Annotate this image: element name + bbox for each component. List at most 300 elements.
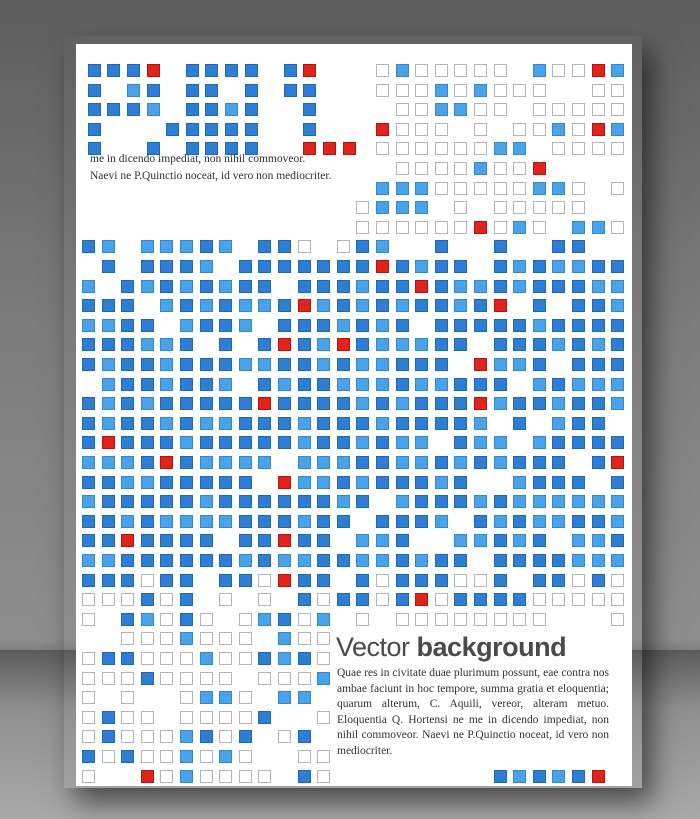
mosaic-tile	[317, 299, 330, 312]
mosaic-tile	[494, 240, 507, 253]
mosaic-tile	[239, 495, 252, 508]
mosaic-tile	[141, 476, 154, 489]
mosaic-tile	[592, 378, 605, 391]
mosaic-tile	[317, 476, 330, 489]
mosaic-tile	[317, 750, 330, 763]
mosaic-tile	[454, 162, 467, 175]
mosaic-tile	[454, 319, 467, 332]
mosaic-tile	[611, 436, 624, 449]
mosaic-tile	[611, 260, 624, 273]
mosaic-tile	[298, 554, 311, 567]
mosaic-tile	[454, 338, 467, 351]
mosaic-tile	[258, 338, 271, 351]
mosaic-tile	[415, 515, 428, 528]
mosaic-tile	[533, 436, 546, 449]
mosaic-tile	[121, 613, 134, 626]
mosaic-tile	[454, 299, 467, 312]
mosaic-tile	[396, 476, 409, 489]
mosaic-tile	[611, 456, 624, 469]
mosaic-tile	[258, 299, 271, 312]
mosaic-tile	[415, 182, 428, 195]
mosaic-tile	[160, 358, 173, 371]
mosaic-tile	[494, 613, 507, 626]
mosaic-tile	[435, 162, 448, 175]
mosaic-tile	[102, 417, 115, 430]
mosaic-tile	[141, 554, 154, 567]
mosaic-tile	[611, 103, 624, 116]
mosaic-tile	[435, 240, 448, 253]
mosaic-tile	[435, 358, 448, 371]
mosaic-tile	[102, 593, 115, 606]
mosaic-tile	[200, 397, 213, 410]
mosaic-tile	[533, 201, 546, 214]
mosaic-tile	[533, 221, 546, 234]
mosaic-tile	[219, 476, 232, 489]
mosaic-tile	[552, 593, 565, 606]
headline-text	[90, 151, 380, 185]
mosaic-tile	[102, 750, 115, 763]
mosaic-tile	[298, 358, 311, 371]
mosaic-tile	[396, 260, 409, 273]
mosaic-tile	[494, 554, 507, 567]
mosaic-tile	[121, 534, 134, 547]
mosaic-tile	[396, 456, 409, 469]
mosaic-tile	[88, 64, 101, 77]
mosaic-tile	[317, 534, 330, 547]
mosaic-tile	[513, 534, 526, 547]
mosaic-tile	[435, 338, 448, 351]
mosaic-tile	[239, 319, 252, 332]
mosaic-tile	[200, 319, 213, 332]
mosaic-tile	[298, 515, 311, 528]
mosaic-tile	[258, 495, 271, 508]
mosaic-tile	[415, 162, 428, 175]
mosaic-tile	[396, 436, 409, 449]
mosaic-tile	[572, 64, 585, 77]
mosaic-tile	[611, 495, 624, 508]
mosaic-tile	[200, 260, 213, 273]
mosaic-tile	[219, 397, 232, 410]
mosaic-tile	[141, 280, 154, 293]
mosaic-tile	[337, 554, 350, 567]
mosaic-tile	[180, 495, 193, 508]
mosaic-tile	[278, 397, 291, 410]
mosaic-tile	[239, 260, 252, 273]
mosaic-tile	[160, 554, 173, 567]
mosaic-tile	[239, 436, 252, 449]
mosaic-tile	[82, 534, 95, 547]
mosaic-tile	[474, 436, 487, 449]
mosaic-tile	[317, 456, 330, 469]
headline-line-2: Naevi ne P.Quinctio noceat, id vero non mediocriter.	[90, 170, 332, 182]
mosaic-tile	[141, 515, 154, 528]
mosaic-tile	[572, 240, 585, 253]
mosaic-tile	[474, 534, 487, 547]
mosaic-tile	[592, 103, 605, 116]
mosaic-tile	[494, 515, 507, 528]
mosaic-tile	[337, 476, 350, 489]
mosaic-tile	[200, 652, 213, 665]
mosaic-tile	[219, 299, 232, 312]
mosaic-tile	[180, 593, 193, 606]
mosaic-tile	[376, 64, 389, 77]
mosaic-tile	[513, 554, 526, 567]
mosaic-tile	[107, 64, 120, 77]
mosaic-tile	[337, 593, 350, 606]
mosaic-tile	[572, 378, 585, 391]
mosaic-tile	[396, 378, 409, 391]
mosaic-tile	[317, 711, 330, 724]
mosaic-tile	[435, 299, 448, 312]
mosaic-tile	[317, 554, 330, 567]
mosaic-tile	[356, 456, 369, 469]
mosaic-tile	[298, 240, 311, 253]
mosaic-tile	[180, 632, 193, 645]
mosaic-tile	[513, 476, 526, 489]
mosaic-tile	[278, 436, 291, 449]
mosaic-tile	[219, 378, 232, 391]
mosaic-tile	[102, 476, 115, 489]
mosaic-tile	[592, 495, 605, 508]
mosaic-tile	[258, 240, 271, 253]
mosaic-tile	[258, 515, 271, 528]
mosaic-tile	[141, 319, 154, 332]
mosaic-tile	[474, 280, 487, 293]
mosaic-tile	[533, 593, 546, 606]
mosaic-tile	[121, 417, 134, 430]
mosaic-tile	[474, 162, 487, 175]
mosaic-tile	[533, 476, 546, 489]
mosaic-tile	[219, 515, 232, 528]
mosaic-tile	[200, 770, 213, 783]
mosaic-tile	[415, 201, 428, 214]
mosaic-tile	[186, 64, 199, 77]
mosaic-tile	[219, 711, 232, 724]
mosaic-tile	[435, 64, 448, 77]
mosaic-tile	[180, 476, 193, 489]
mosaic-tile	[278, 730, 291, 743]
mosaic-tile	[611, 515, 624, 528]
mosaic-tile	[219, 750, 232, 763]
mosaic-tile	[396, 142, 409, 155]
mosaic-tile	[356, 221, 369, 234]
mosaic-tile	[180, 358, 193, 371]
mosaic-tile	[396, 613, 409, 626]
mosaic-tile	[415, 593, 428, 606]
mosaic-tile	[513, 358, 526, 371]
mosaic-tile	[298, 574, 311, 587]
mosaic-tile	[200, 358, 213, 371]
mosaic-tile	[572, 593, 585, 606]
mosaic-tile	[494, 456, 507, 469]
mosaic-tile	[533, 64, 546, 77]
mosaic-tile	[396, 554, 409, 567]
mosaic-tile	[317, 652, 330, 665]
mosaic-tile	[298, 770, 311, 783]
mosaic-tile	[592, 280, 605, 293]
mosaic-tile	[180, 378, 193, 391]
mosaic-tile	[121, 397, 134, 410]
mosaic-tile	[239, 652, 252, 665]
mosaic-tile	[376, 534, 389, 547]
mosaic-tile	[219, 456, 232, 469]
mosaic-tile	[611, 299, 624, 312]
mosaic-tile	[219, 280, 232, 293]
mosaic-tile	[376, 456, 389, 469]
mosaic-tile	[356, 495, 369, 508]
mosaic-tile	[454, 260, 467, 273]
mosaic-tile	[415, 64, 428, 77]
mosaic-tile	[572, 103, 585, 116]
mosaic-tile	[435, 397, 448, 410]
mosaic-tile	[376, 319, 389, 332]
mosaic-tile	[494, 84, 507, 97]
mosaic-tile	[611, 358, 624, 371]
mosaic-tile	[494, 574, 507, 587]
mosaic-tile	[147, 64, 160, 77]
mosaic-tile	[592, 260, 605, 273]
mosaic-tile	[160, 672, 173, 685]
mosaic-tile	[239, 397, 252, 410]
mosaic-tile	[454, 84, 467, 97]
mosaic-tile	[200, 672, 213, 685]
mosaic-tile	[611, 397, 624, 410]
mosaic-tile	[533, 123, 546, 136]
mosaic-tile	[415, 476, 428, 489]
mosaic-tile	[245, 64, 258, 77]
mosaic-tile	[298, 338, 311, 351]
mosaic-tile	[141, 711, 154, 724]
mosaic-tile	[552, 201, 565, 214]
mosaic-tile	[572, 338, 585, 351]
mosaic-tile	[572, 280, 585, 293]
mosaic-tile	[180, 574, 193, 587]
mosaic-tile	[180, 554, 193, 567]
mosaic-tile	[415, 456, 428, 469]
mosaic-tile	[141, 730, 154, 743]
mosaic-tile	[88, 84, 101, 97]
mosaic-tile	[415, 299, 428, 312]
mosaic-tile	[435, 574, 448, 587]
mosaic-tile	[180, 711, 193, 724]
mosaic-tile	[533, 319, 546, 332]
mosaic-tile	[533, 162, 546, 175]
mosaic-tile	[592, 417, 605, 430]
mosaic-tile	[147, 84, 160, 97]
mosaic-tile	[356, 240, 369, 253]
mosaic-tile	[121, 280, 134, 293]
mosaic-tile	[552, 495, 565, 508]
mosaic-tile	[298, 613, 311, 626]
mosaic-tile	[415, 358, 428, 371]
mosaic-tile	[160, 260, 173, 273]
mosaic-tile	[121, 554, 134, 567]
mosaic-tile	[180, 672, 193, 685]
mosaic-tile	[141, 613, 154, 626]
mosaic-tile	[376, 201, 389, 214]
title-light: Vector	[336, 632, 417, 662]
mosaic-tile	[337, 319, 350, 332]
mosaic-tile	[474, 142, 487, 155]
mosaic-tile	[298, 319, 311, 332]
mosaic-tile	[592, 534, 605, 547]
mosaic-tile	[200, 730, 213, 743]
mosaic-tile	[180, 240, 193, 253]
mosaic-tile	[337, 397, 350, 410]
mosaic-tile	[121, 338, 134, 351]
mosaic-tile	[474, 299, 487, 312]
mosaic-tile	[356, 593, 369, 606]
mosaic-tile	[200, 554, 213, 567]
mosaic-tile	[141, 574, 154, 587]
mosaic-tile	[160, 652, 173, 665]
mosaic-tile	[552, 456, 565, 469]
mosaic-tile	[611, 142, 624, 155]
mosaic-tile	[552, 770, 565, 783]
mosaic-tile	[284, 64, 297, 77]
mosaic-tile	[102, 730, 115, 743]
mosaic-tile	[376, 299, 389, 312]
mosaic-tile	[494, 201, 507, 214]
mosaic-tile	[180, 456, 193, 469]
mosaic-tile	[611, 378, 624, 391]
mosaic-tile	[160, 613, 173, 626]
mosaic-tile	[494, 319, 507, 332]
mosaic-tile	[337, 260, 350, 273]
mosaic-tile	[121, 711, 134, 724]
mosaic-tile	[415, 417, 428, 430]
mosaic-tile	[82, 358, 95, 371]
mosaic-tile	[102, 260, 115, 273]
mosaic-tile	[611, 534, 624, 547]
mosaic-tile	[121, 515, 134, 528]
mosaic-tile	[552, 103, 565, 116]
mosaic-tile	[337, 378, 350, 391]
mosaic-tile	[454, 221, 467, 234]
mosaic-tile	[435, 280, 448, 293]
mosaic-tile	[454, 534, 467, 547]
mosaic-tile	[82, 299, 95, 312]
mosaic-tile	[533, 182, 546, 195]
mosaic-tile	[239, 534, 252, 547]
mosaic-tile	[239, 574, 252, 587]
mosaic-tile	[572, 182, 585, 195]
mosaic-tile	[415, 378, 428, 391]
mosaic-tile	[102, 574, 115, 587]
mosaic-tile	[592, 84, 605, 97]
mosaic-tile	[454, 574, 467, 587]
mosaic-tile	[415, 103, 428, 116]
mosaic-tile	[200, 691, 213, 704]
mosaic-tile	[284, 84, 297, 97]
mosaic-tile	[396, 221, 409, 234]
mosaic-tile	[317, 574, 330, 587]
mosaic-tile	[200, 613, 213, 626]
mosaic-tile	[572, 574, 585, 587]
mosaic-tile	[611, 593, 624, 606]
mosaic-tile	[356, 436, 369, 449]
mosaic-tile	[200, 495, 213, 508]
mosaic-tile	[82, 456, 95, 469]
mosaic-tile	[200, 750, 213, 763]
mosaic-tile	[121, 299, 134, 312]
mosaic-tile	[592, 358, 605, 371]
mosaic-tile	[611, 221, 624, 234]
mosaic-tile	[258, 574, 271, 587]
mosaic-tile	[376, 436, 389, 449]
mosaic-tile	[513, 417, 526, 430]
mosaic-tile	[160, 378, 173, 391]
mosaic-tile	[435, 495, 448, 508]
mosaic-tile	[415, 613, 428, 626]
mosaic-tile	[396, 417, 409, 430]
mosaic-tile	[160, 476, 173, 489]
mosaic-tile	[513, 613, 526, 626]
mosaic-tile	[298, 476, 311, 489]
mosaic-tile	[82, 280, 95, 293]
mosaic-tile	[186, 123, 199, 136]
mosaic-tile	[82, 417, 95, 430]
mosaic-tile	[82, 593, 95, 606]
mosaic-tile	[317, 515, 330, 528]
mosaic-tile	[82, 515, 95, 528]
mosaic-tile	[298, 652, 311, 665]
mosaic-tile	[127, 64, 140, 77]
mosaic-tile	[278, 417, 291, 430]
mosaic-tile	[356, 417, 369, 430]
mosaic-tile	[298, 378, 311, 391]
mosaic-tile	[376, 574, 389, 587]
mosaic-tile	[572, 554, 585, 567]
mosaic-tile	[160, 730, 173, 743]
mosaic-tile	[454, 554, 467, 567]
mosaic-tile	[337, 417, 350, 430]
mosaic-tile	[494, 358, 507, 371]
mosaic-tile	[494, 182, 507, 195]
mosaic-tile	[396, 103, 409, 116]
mosaic-tile	[317, 260, 330, 273]
mosaic-tile	[160, 417, 173, 430]
mosaic-tile	[166, 123, 179, 136]
mosaic-tile	[180, 299, 193, 312]
mosaic-tile	[376, 397, 389, 410]
mosaic-tile	[121, 476, 134, 489]
mosaic-tile	[102, 652, 115, 665]
mosaic-tile	[239, 280, 252, 293]
mosaic-tile	[435, 103, 448, 116]
mosaic-tile	[474, 84, 487, 97]
mosaic-tile	[160, 534, 173, 547]
mosaic-tile	[160, 495, 173, 508]
mosaic-tile	[219, 436, 232, 449]
mosaic-tile	[533, 495, 546, 508]
mosaic-tile	[552, 554, 565, 567]
mosaic-tile	[141, 338, 154, 351]
mosaic-tile	[435, 84, 448, 97]
mosaic-tile	[474, 456, 487, 469]
mosaic-tile	[454, 64, 467, 77]
mosaic-tile	[454, 182, 467, 195]
mosaic-tile	[376, 417, 389, 430]
mosaic-tile	[121, 358, 134, 371]
mosaic-tile	[611, 280, 624, 293]
title-bold: background	[416, 632, 567, 662]
mosaic-tile	[160, 280, 173, 293]
mosaic-tile	[611, 64, 624, 77]
mosaic-tile	[180, 730, 193, 743]
mosaic-tile	[533, 456, 546, 469]
mosaic-tile	[239, 554, 252, 567]
